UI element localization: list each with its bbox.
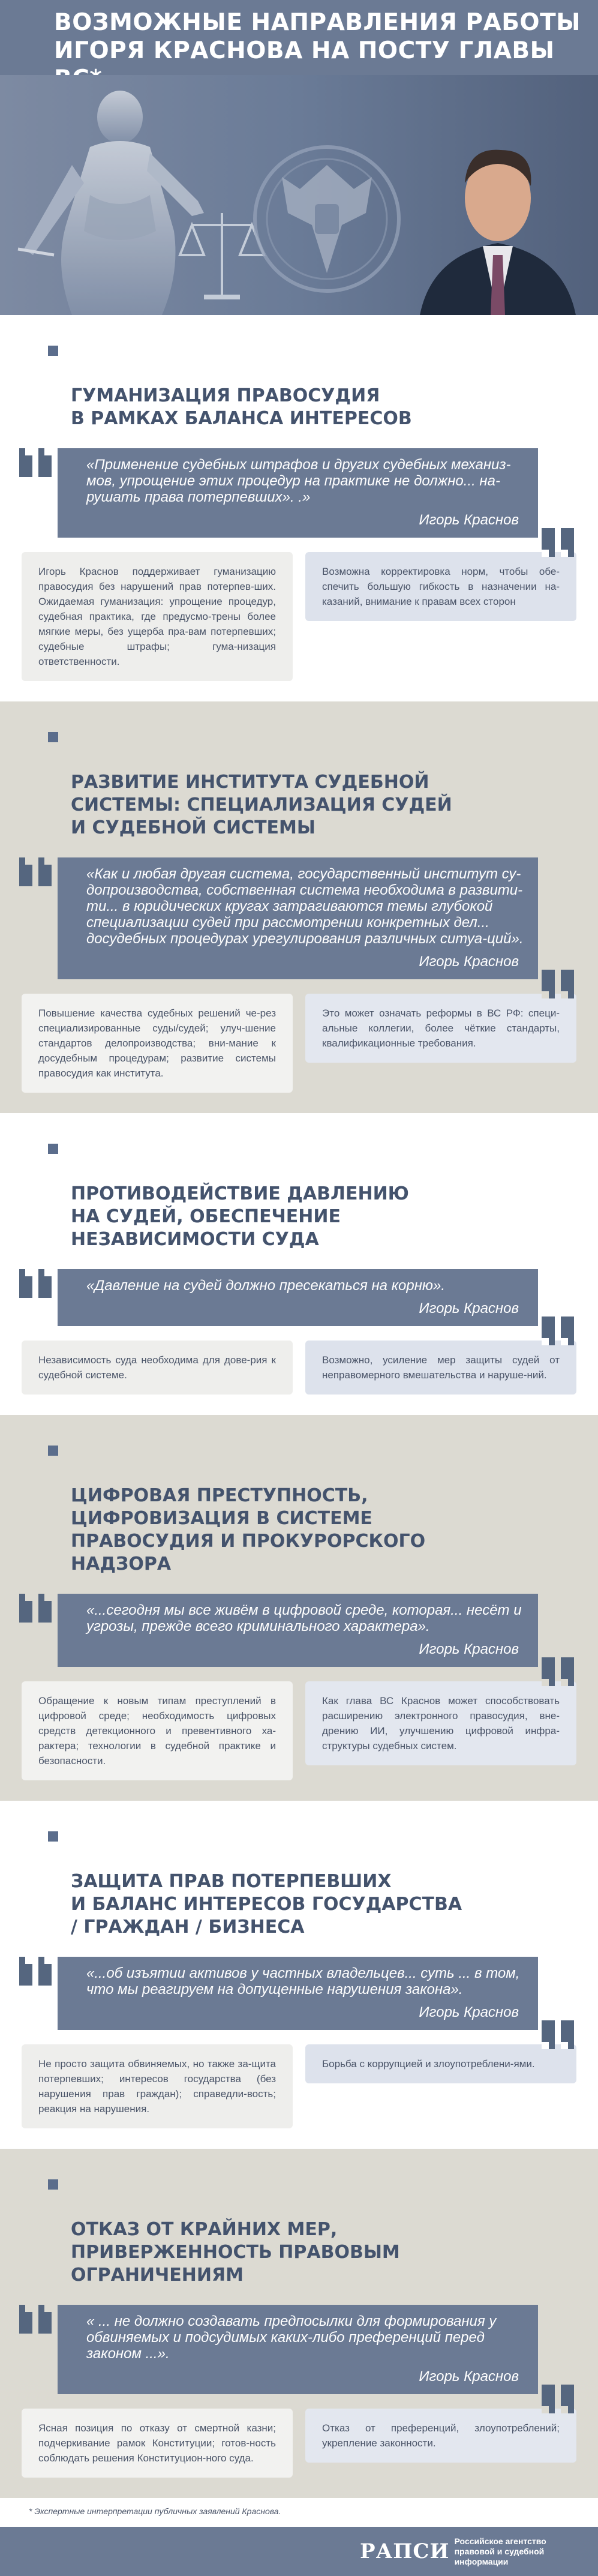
quote-author: Игорь Краснов	[419, 1300, 519, 1317]
agency-subtitle: Российское агентство правовой и судебной информации	[454, 2536, 546, 2566]
section-title-text: РАЗВИТИЕ ИНСТИТУТА СУДЕБНОЙ СИСТЕМЫ: СПЕЦИАЛИЗАЦИЯ СУДЕЙ И СУДЕБНОЙ СИСТЕМЫ	[71, 772, 452, 838]
quote-close-icon	[539, 966, 576, 1002]
section-title	[0, 1137, 598, 1251]
interpretation-cards	[22, 1681, 576, 1780]
quote-block	[0, 1269, 598, 1326]
section-specialization	[0, 701, 598, 1113]
quote-text: «Применение судебных штрафов и других судебных механиз-мов, упрощение этих процедур на практике не должно... на-рушать права потерпевших». .»	[86, 457, 511, 505]
quote-block	[0, 857, 598, 979]
quote-box	[58, 1269, 538, 1326]
section-humanization	[0, 315, 598, 701]
section-title-text: ОТКАЗ ОТ КРАЙНИХ МЕР, ПРИВЕРЖЕННОСТЬ ПРАВОВЫМ ОГРАНИЧЕНИЯМ	[71, 2219, 400, 2286]
quote-open-icon	[18, 1590, 55, 1626]
section-title-text: ГУМАНИЗАЦИЯ ПРАВОСУДИЯ В РАМКАХ БАЛАНСА ИНТЕРЕСОВ	[71, 385, 412, 429]
bullet-square-icon	[48, 1446, 58, 1456]
quote-open-icon	[18, 1953, 55, 1989]
footnote: * Экспертные интерпретации публичных заявлений Краснова.	[0, 2498, 598, 2527]
quote-block	[0, 2305, 598, 2394]
card-right: Как глава ВС Краснов может способствовать расширению электронного правосудия, вне-дрению ИИ, улучшению цифровой инфра-структуры судебных систем.	[305, 1681, 576, 1765]
interpretation-cards	[22, 552, 576, 681]
footer	[0, 2527, 598, 2576]
section-title-text: ЦИФРОВАЯ ПРЕСТУПНОСТЬ, ЦИФРОВИЗАЦИЯ В СИСТЕМЕ ПРАВОСУДИЯ И ПРОКУРОРСКОГО НАДЗОРА	[71, 1485, 426, 1575]
quote-text: «Давление на судей должно пресекаться на корню».	[86, 1277, 445, 1294]
bullet-square-icon	[48, 346, 58, 356]
section-title-text: ЗАЩИТА ПРАВ ПОТЕРПЕВШИХ И БАЛАНС ИНТЕРЕСОВ ГОСУДАРСТВА / ГРАЖДАН / БИЗНЕСА	[71, 1871, 462, 1938]
quote-close-icon	[539, 1313, 576, 1349]
quote-close-icon	[539, 524, 576, 560]
quote-close-icon	[539, 2017, 576, 2053]
quote-box	[58, 448, 538, 538]
card-right: Борьба с коррупцией и злоупотреблени-ями.	[305, 2044, 576, 2083]
quote-open-icon	[18, 1265, 55, 1302]
quote-box	[58, 1957, 538, 2030]
header-banner	[0, 0, 598, 75]
quote-close-icon	[539, 1654, 576, 1690]
quote-box	[58, 1594, 538, 1667]
quote-block	[0, 1594, 598, 1667]
section-legal-limits	[0, 2149, 598, 2498]
quote-author: Игорь Краснов	[419, 1641, 519, 1657]
section-title	[0, 1439, 598, 1576]
section-digital	[0, 1415, 598, 1801]
section-title	[0, 1825, 598, 1939]
section-title	[0, 339, 598, 430]
quote-open-icon	[18, 854, 55, 890]
section-victims	[0, 1801, 598, 2149]
interpretation-cards	[22, 1341, 576, 1395]
bullet-square-icon	[48, 1831, 58, 1842]
quote-open-icon	[18, 445, 55, 481]
quote-author: Игорь Краснов	[419, 512, 519, 528]
card-right: Отказ от преференций, злоупотреблений; укрепление законности.	[305, 2409, 576, 2463]
card-left: Обращение к новым типам преступлений в цифровой среде; необходимость цифровых средств детекционного и превентивного ха-рактера; технологии в судебной практике и безопасности.	[22, 1681, 293, 1780]
card-right: Возможна корректировка норм, чтобы обе-спечить большую гибкость в назначении на-казаний, внимание к правам всех сторон	[305, 552, 576, 621]
page-title: ВОЗМОЖНЫЕ НАПРАВЛЕНИЯ РАБОТЫ ИГОРЯ КРАСНОВА НА ПОСТУ ГЛАВЫ	[54, 9, 581, 64]
section-title	[0, 725, 598, 839]
card-right: Возможно, усиление мер защиты судей от неправомерного вмешательства и наруше-ний.	[305, 1341, 576, 1395]
section-independence	[0, 1113, 598, 1415]
card-left: Независимость суда необходима для дове-рия к судебной системе.	[22, 1341, 293, 1395]
interpretation-cards	[22, 2044, 576, 2128]
card-left: Игорь Краснов поддерживает гуманизацию правосудия без нарушений прав потерпев-ших. Ожидаемая гуманизация: упрощение процедур, судебная практика, где предусмо-трены более мягкие меры, без ущерба пра-вам потерпевших; судебные штрафы; гума-низация ответственности.	[22, 552, 293, 681]
section-title	[0, 2173, 598, 2287]
bullet-square-icon	[48, 732, 58, 742]
quote-open-icon	[18, 2301, 55, 2337]
bullet-square-icon	[48, 1144, 58, 1154]
quote-text: « ... не должно создавать предпосылки для формирования у обвиняемых и подсудимых каких-либо преференций перед законом ...».	[86, 2313, 497, 2362]
quote-block	[0, 1957, 598, 2030]
section-title-text: ПРОТИВОДЕЙСТВИЕ ДАВЛЕНИЮ НА СУДЕЙ, ОБЕСПЕЧЕНИЕ НЕЗАВИСИМОСТИ СУДА	[71, 1183, 409, 1250]
quote-text: «...об изъятии активов у частных владельцев... суть ... в том, что мы реагируем на допущенные нарушения закона».	[86, 1965, 520, 1998]
quote-text: «...сегодня мы все живём в цифровой среде, которая... несёт и угрозы, прежде всего криминального характера».	[86, 1602, 522, 1635]
card-right: Это может означать реформы в ВС РФ: специ-альные коллегии, более чёткие стандарты, квалификационные требования.	[305, 994, 576, 1063]
quote-box	[58, 2305, 538, 2394]
quote-close-icon	[539, 2381, 576, 2417]
card-left: Повышение качества судебных решений че-рез специализированные суды/судей; улуч-шение стандартов делопроизводства; вни-мание к досудебным процедурам; развитие системы правосудия как института.	[22, 994, 293, 1093]
interpretation-cards	[22, 994, 576, 1093]
card-left: Не просто защита обвиняемых, но также за-щита потерпевших; интересов государства (без нарушения прав граждан); справедли-вость; реакция на нарушения.	[22, 2044, 293, 2128]
quote-block	[0, 448, 598, 538]
hero-illustration	[0, 75, 598, 315]
quote-author: Игорь Краснов	[419, 2004, 519, 2020]
bullet-square-icon	[48, 2179, 58, 2190]
interpretation-cards	[22, 2409, 576, 2478]
quote-author: Игорь Краснов	[419, 953, 519, 970]
quote-text: «Как и любая другая система, государственный институт су-допроизводства, собственная система необходима в развити-ти... в юридических кругах затрагиваются темы глубокой специализации судей при рассмотрении конкретных дел... досудебных процедурах урегулирования различных ситуа-ций».	[86, 866, 524, 947]
quote-author: Игорь Краснов	[419, 2368, 519, 2385]
card-left: Ясная позиция по отказу от смертной казни; подчеркивание рамок Конституции; готов-ность соблюдать решения Конституцион-ного суда.	[22, 2409, 293, 2478]
agency-logo[interactable]: РАПСИ	[360, 2539, 450, 2563]
quote-box	[58, 857, 538, 979]
hero-image	[0, 75, 598, 315]
